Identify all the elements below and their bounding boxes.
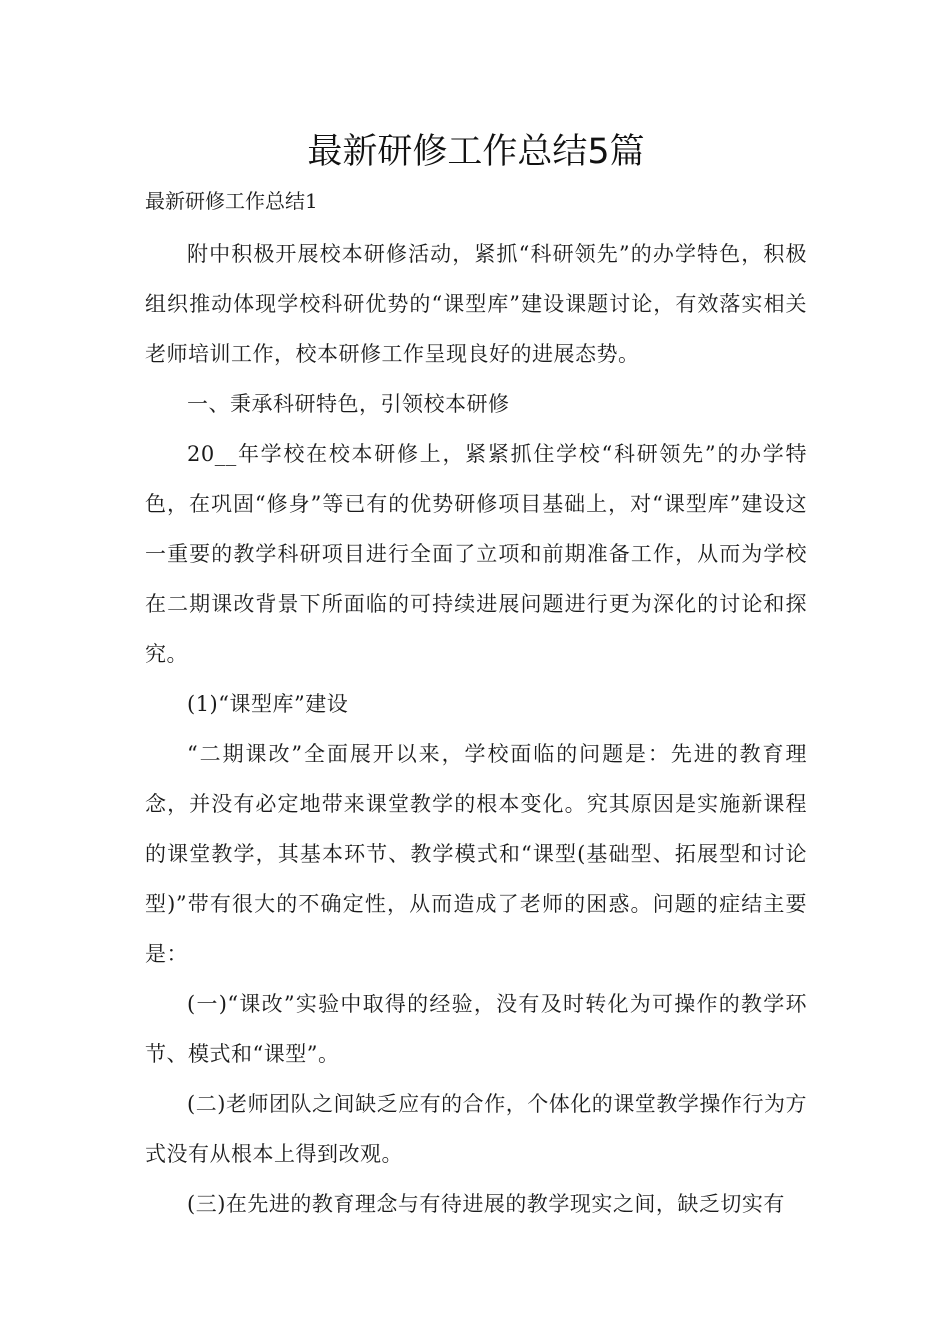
list-item-3: (三)在先进的教育理念与有待进展的教学现实之间，缺乏切实有 [187,1192,785,1216]
section-heading-1: 一、秉承科研特色，引领校本研修 [187,392,510,416]
paragraph-reform: “二期课改”全面展开以来，学校面临的问题是：先进的教育理念，并没有必定地带来课堂教学的根本变化。究其原因是实施新课程的课堂教学，其基本环节、教学模式和“课型(基础型、拓展型和讨论型)”带有很大的不确定性，从而造成了老师的困惑。问题的症结主要是： [145,742,807,966]
list-item-1: (一)“课改”实验中取得的经验，没有及时转化为可操作的教学环节、模式和“课型”。 [145,992,807,1066]
subsection-heading-1: (1)“课型库”建设 [187,692,349,716]
list-item-2: (二)老师团队之间缺乏应有的合作，个体化的课堂教学操作行为方式没有从根本上得到改观。 [145,1092,807,1166]
paragraph-research: 20__年学校在校本研修上，紧紧抓住学校“科研领先”的办学特色，在巩固“修身”等已有的优势研修项目基础上，对“课型库”建设这一重要的教学科研项目进行全面了立项和前期准备工作，从而为学校在二期课改背景下所面临的可持续进展问题进行更为深化的讨论和探究。 [145,442,807,666]
document-title: 最新研修工作总结5篇 [307,132,645,172]
paragraph-intro: 附中积极开展校本研修活动，紧抓“科研领先”的办学特色，积极组织推动体现学校科研优势的“课型库”建设课题讨论，有效落实相关老师培训工作，校本研修工作呈现良好的进展态势。 [145,242,807,366]
document-body [145,229,807,1229]
document-subtitle: 最新研修工作总结1 [145,189,318,213]
